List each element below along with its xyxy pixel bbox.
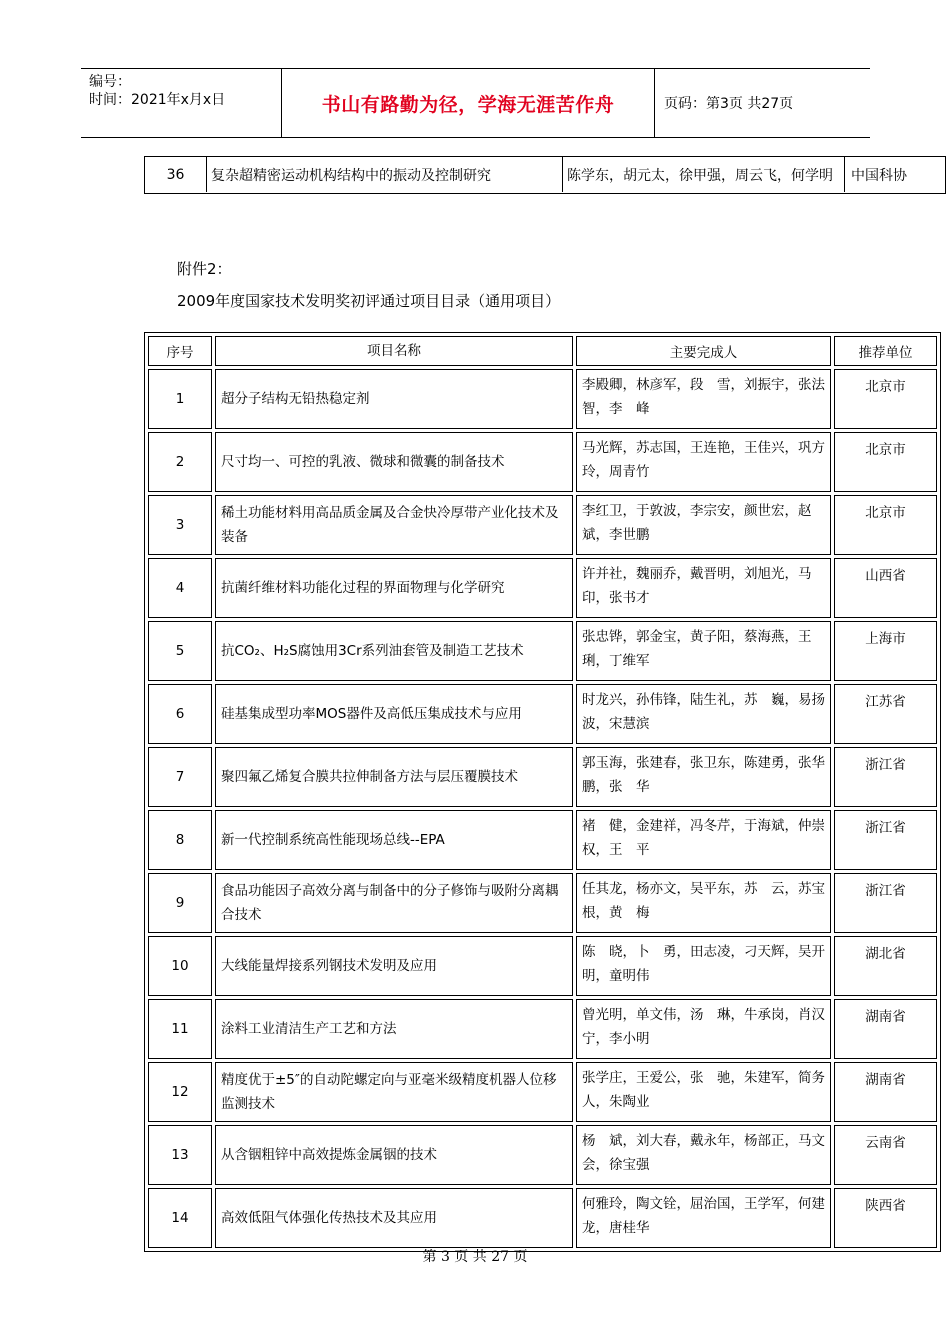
page-footer: 第 3 页 共 27 页	[422, 1249, 528, 1265]
cell-people: 曾光明，单文伟，汤 琳，牛承岗，肖汉宁，李小明	[576, 999, 831, 1059]
cell-unit: 浙江省	[834, 747, 937, 807]
cell-no: 12	[148, 1062, 212, 1122]
cell-people: 杨 斌，刘大春，戴永年，杨部正，马文会，徐宝强	[576, 1125, 831, 1185]
cell-no: 5	[148, 621, 212, 681]
table-row	[148, 873, 937, 933]
cell-project-name: 复杂超精密运动机构结构中的振动及控制研究	[207, 157, 563, 192]
cell-unit: 湖南省	[834, 1062, 937, 1122]
table-row	[148, 1188, 937, 1248]
cell-no: 14	[148, 1188, 212, 1248]
cell-project-name: 食品功能因子高效分离与制备中的分子修饰与吸附分离耦合技术	[215, 873, 573, 933]
cell-no: 13	[148, 1125, 212, 1185]
table-header-row	[148, 336, 937, 366]
cell-unit: 山西省	[834, 558, 937, 618]
table-row	[148, 495, 937, 555]
cell-no: 3	[148, 495, 212, 555]
cell-unit: 陕西省	[834, 1188, 937, 1248]
header-meta	[81, 69, 282, 137]
attachment-label: 附件2：	[177, 260, 232, 278]
document-number-label: 编号：	[89, 74, 131, 90]
cell-unit: 中国科协	[851, 167, 907, 184]
cell-project-name: 抗菌纤维材料功能化过程的界面物理与化学研究	[215, 558, 573, 618]
header-unit: 推荐单位	[834, 336, 937, 366]
header-project-name: 项目名称	[215, 336, 573, 366]
page-header	[81, 68, 870, 138]
attachment-title: 2009年度国家技术发明奖初评通过项目目录（通用项目）	[177, 292, 561, 310]
continuation-row	[144, 156, 946, 194]
header-no: 序号	[148, 336, 212, 366]
cell-project-name: 涂料工业清洁生产工艺和方法	[215, 999, 573, 1059]
cell-no: 7	[148, 747, 212, 807]
cell-people: 任其龙，杨亦文，吴平东，苏 云，苏宝根，黄 梅	[576, 873, 831, 933]
cell-project-name: 尺寸均一、可控的乳液、微球和微囊的制备技术	[215, 432, 573, 492]
cell-no: 11	[148, 999, 212, 1059]
cell-unit: 江苏省	[834, 684, 937, 744]
cell-no: 6	[148, 684, 212, 744]
cell-project-name: 大线能量焊接系列钢技术发明及应用	[215, 936, 573, 996]
project-table	[144, 332, 941, 1252]
table-row	[148, 1125, 937, 1185]
cell-unit: 北京市	[834, 432, 937, 492]
cell-project-name: 超分子结构无铅热稳定剂	[215, 369, 573, 429]
table-row	[148, 810, 937, 870]
cell-people: 时龙兴，孙伟锋，陆生礼，苏 巍，易扬波，宋慧滨	[576, 684, 831, 744]
table-row	[148, 936, 937, 996]
cell-people: 李红卫，于敦波，李宗安，颜世宏，赵斌，李世鹏	[576, 495, 831, 555]
table-row	[148, 621, 937, 681]
cell-no: 8	[148, 810, 212, 870]
cell-no: 36	[145, 157, 207, 192]
cell-people: 张忠铧，郭金宝，黄子阳，蔡海燕，王琍，丁维军	[576, 621, 831, 681]
cell-no: 1	[148, 369, 212, 429]
cell-no: 4	[148, 558, 212, 618]
cell-unit: 浙江省	[834, 873, 937, 933]
table-row	[148, 684, 937, 744]
document-time-label: 时间：2021年x月x日	[89, 92, 226, 108]
header-people: 主要完成人	[576, 336, 831, 366]
cell-no: 9	[148, 873, 212, 933]
cell-unit: 北京市	[834, 495, 937, 555]
cell-project-name: 稀土功能材料用高品质金属及合金快冷厚带产业化技术及装备	[215, 495, 573, 555]
table-row	[148, 432, 937, 492]
cell-project-name: 从含铟粗锌中高效提炼金属铟的技术	[215, 1125, 573, 1185]
header-motto: 书山有路勤为径，学海无涯苦作舟	[282, 69, 655, 137]
table-row	[148, 369, 937, 429]
cell-people: 张学庄，王爱公，张 驰，朱建军，简务人，朱陶业	[576, 1062, 831, 1122]
cell-people: 褚 健，金建祥，冯冬芹，于海斌，仲崇权，王 平	[576, 810, 831, 870]
cell-no: 10	[148, 936, 212, 996]
cell-people: 何雅玲，陶文铨，屈治国，王学军，何建龙，唐桂华	[576, 1188, 831, 1248]
cell-unit: 湖北省	[834, 936, 937, 996]
cell-project-name: 新一代控制系统高性能现场总线--EPA	[215, 810, 573, 870]
header-page-info: 页码：第3页 共27页	[664, 96, 794, 112]
cell-project-name: 精度优于±5″的自动陀螺定向与亚毫米级精度机器人位移监测技术	[215, 1062, 573, 1122]
table-row	[148, 558, 937, 618]
table-row	[148, 1062, 937, 1122]
table-row	[148, 747, 937, 807]
cell-project-name: 聚四氟乙烯复合膜共拉伸制备方法与层压覆膜技术	[215, 747, 573, 807]
cell-project-name: 高效低阻气体强化传热技术及其应用	[215, 1188, 573, 1248]
cell-unit: 云南省	[834, 1125, 937, 1185]
cell-people: 陈 晓，卜 勇，田志凌，刁天辉，吴开明，童明伟	[576, 936, 831, 996]
cell-project-name: 抗CO₂、H₂S腐蚀用3Cr系列油套管及制造工艺技术	[215, 621, 573, 681]
table-row	[148, 999, 937, 1059]
cell-unit: 浙江省	[834, 810, 937, 870]
cell-project-name: 硅基集成型功率MOS器件及高低压集成技术与应用	[215, 684, 573, 744]
cell-unit: 湖南省	[834, 999, 937, 1059]
cell-unit: 北京市	[834, 369, 937, 429]
cell-people: 许并社，魏丽乔，戴晋明，刘旭光，马印，张书才	[576, 558, 831, 618]
cell-people: 陈学东，胡元太，徐甲强，周云飞，何学明	[563, 157, 845, 192]
cell-no: 2	[148, 432, 212, 492]
cell-people: 李殿卿，林彦军，段 雪，刘振宇，张法智，李 峰	[576, 369, 831, 429]
cell-unit: 上海市	[834, 621, 937, 681]
cell-people: 郭玉海，张建春，张卫东，陈建勇，张华鹏，张 华	[576, 747, 831, 807]
cell-people: 马光辉，苏志国，王连艳，王佳兴，巩方玲，周青竹	[576, 432, 831, 492]
